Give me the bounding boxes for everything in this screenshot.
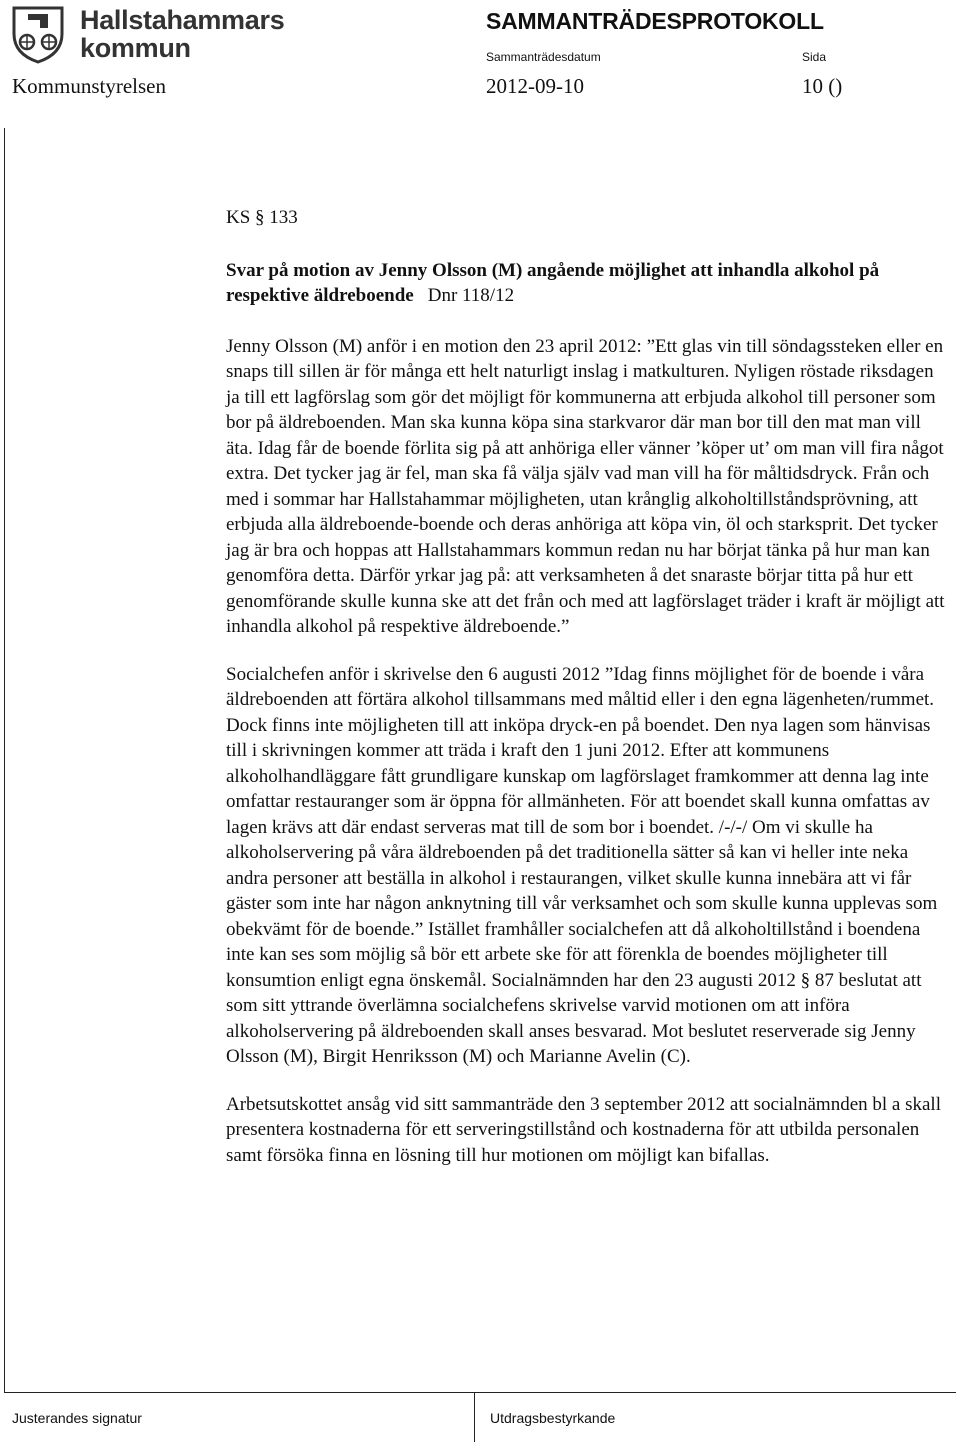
item-title-text: Svar på motion av Jenny Olsson (M) angående möjlighet att inhandla alkohol på respektive äldreboende: [226, 259, 880, 306]
footer-divider: [474, 1392, 475, 1442]
meeting-date: 2012-09-10: [486, 74, 584, 98]
paragraph-social-chief: Socialchefen anför i skrivelse den 6 augusti 2012 ”Idag finns möjlighet för de boende i våra äldreboenden att förtära alkohol tillsammans med måltid eller i den egna lägenheten/rummet. Dock finns inte möjligheten till att inköpa dryck-en på boendet. Den nya lagen som hänvisas till i skrivningen kommer att träda i kraft den 1 juni 2012. Efter att kommunens alkoholhandläggare fått grundligare kunskap om lagförslaget framkommer att denna lag inte omfattar restauranger som är öppna för allmänheten. För att boendet skall kunna omfattas av lagen krävs att där endast serveras mat till de som bor i boendet. /-/-/ Om vi skulle ha alkoholservering på våra äldreboenden på det traditionella sätter så kan vi heller inte neka andra personer att beställa in alkohol i restaurangen, vilket skulle kunna innebära att vi får gäster som inte har någon anknytning till vår verksamhet och som skulle kunna upplevas som obekvämt för de boende.” Istället framhåller socialchefen att då alkoholtillstånd i boendena inte kan ses som möjlig så bör ett arbete ske för att förenkla de boendes möjligheter till konsumtion enligt egna önskemål. Socialnämnden har den 23 augusti 2012 § 87 beslutat att som sitt yttrande överlämna socialchefens skrivelse varvid motionen om att införa alkoholservering på äldreboenden skall anses besvarad. Mot beslutet reserverade sig Jenny Olsson (M), Birgit Henriksson (M) och Marianne Avelin (C).: [226, 663, 938, 1067]
margin-line: [4, 128, 5, 1392]
page-number: 10 (): [802, 74, 843, 98]
logo-wordmark: Hallstahammars kommun: [80, 5, 285, 63]
paragraph-committee: Arbetsutskottet ansåg vid sitt sammanträde den 3 september 2012 att socialnämnden bl a skall presentera kostnaderna för ett serveringstillstånd och kostnaderna för att utbilda personalen samt försöka finna en lösning till hur motionen om möjligt kan bifallas.: [226, 1093, 941, 1166]
body-name: Kommunstyrelsen: [12, 74, 166, 98]
page-label: Sida: [802, 50, 827, 64]
footer-line: [4, 1392, 956, 1393]
registration-number: Dnr 118/12: [427, 285, 515, 306]
extract-label: Utdragsbestyrkande: [490, 1410, 616, 1426]
item-title: [226, 258, 948, 309]
coat-of-arms-icon: [10, 4, 70, 64]
signature-label: Justerandes signatur: [12, 1410, 142, 1426]
protocol-body: [226, 205, 948, 1190]
protocol-title: SAMMANTRÄDESPROTOKOLL: [486, 8, 824, 34]
section-number: KS § 133: [226, 207, 298, 228]
municipality-logo: [10, 4, 285, 64]
meeting-date-label: Sammanträdesdatum: [486, 50, 601, 64]
paragraph-motion: Jenny Olsson (M) anför i en motion den 23 april 2012: ”Ett glas vin till söndagssteken eller en snaps till sillen är för många ett helt naturligt inslag i matkulturen. Nyligen röstade riksdagen ja till ett lagförslag som gör det möjligt för kommunerna att erbjuda alkohol till personer som bor på äldreboenden. Man ska kunna köpa sina starkvaror där man bor till den mat man vill äta. Idag får de boende förlita sig på att anhöriga eller vänner ’köper ut’ om man vill fira något extra. Det tycker jag är fel, man ska få välja själv vad man vill ha för måltidsdryck. Från och med i sommar har Hallstahammar möjligheten, utan krånglig alkoholtillståndsprövning, att erbjuda alla äldreboende-boende och deras anhöriga att köpa vin, öl och starksprit. Det tycker jag är bra och hoppas att Hallstahammars kommun redan nu har börjat tänka på hur man kan genomföra detta. Därför yrkar jag på: att verksamheten å det snaraste börjar titta på hur ett genomförande skulle kunna ske att det från och med att lagförslaget träder i kraft är möjligt att inhandla alkohol på respektive äldreboende.”: [226, 335, 945, 637]
